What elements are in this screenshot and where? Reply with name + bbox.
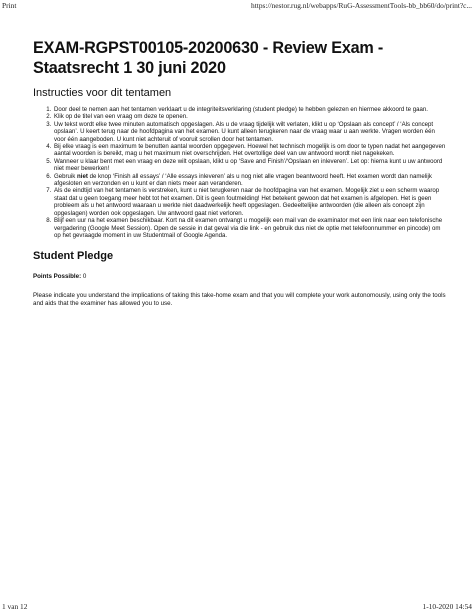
instruction-text: de knop ‘Finish all essays’ / ‘Alle essays inleveren’ als u nog niet alle vragen beantwoord heeft. Het examen wordt dan namelijk afgesloten en verzonden en u kunt er dan niets meer aan veranderen. (54, 172, 432, 188)
print-header-url: https://nestor.rug.nl/webapps/RuG-AssessmentTools-bb_bb60/do/print?c... (251, 1, 472, 10)
print-footer (0, 601, 474, 613)
instruction-item: 4. Bij elke vraag is een maximum te benutten aantal woorden opgegeven. Hoewel het technisch mogelijk is om door te typen nadat het aangegeven aantal woorden is bereikt, mag u het maximum niet overschrijden. Het overtollige deel van uw antwoord wordt niet nagekeken. (53, 143, 447, 158)
points-possible (33, 273, 447, 281)
instruction-text: Gebruik (54, 172, 78, 180)
instruction-emphasis: niet (77, 172, 88, 180)
points-label: Points Possible: (33, 273, 82, 281)
instruction-item: 3. Uw tekst wordt elke twee minuten automatisch opgeslagen. Als u de vraag tijdelijk wilt verlaten, klikt u op ‘Opslaan als concept’ / ‘Als concept opslaan’. U keert terug naar de hoofdpagina van het examen. U kunt alleen terugkeren naar de vraag waar u aan werkte. Vragen worden één voor één aangeboden. U kunt niet achteruit of vooruit scrollen door het tentamen. (53, 121, 447, 143)
exam-title: EXAM-RGPST00105-20200630 - Review Exam - Staatsrecht 1 30 juni 2020 (33, 39, 384, 77)
instruction-item: 7. Als de eindtijd van het tentamen is verstreken, kunt u niet terugkeren naar de hoofdpagina van het examen. Mogelijk ziet u een scherm waarop staat dat u geen toegang meer hebt tot het examen. Dit is geen foutmelding! Het betekent gewoon dat het examen is afgelopen. Het is geen probleem als u het antwoord waaraan u werkte niet daadwerkelijk heeft opgeslagen. Gedeeltelijke antwoorden (die alleen als concept zijn opgeslagen) worden ook opgeslagen. Uw antwoord gaat niet verloren. (53, 187, 447, 217)
instruction-item: 8. Blijf een uur na het examen beschikbaar. Kort na dit examen ontvangt u mogelijk een mail van de examinator met een link naar een telefonische vergadering (Google Meet Session). Open de sessie in dat geval via die link - en gebruik dus niet de optie met telefoonnummer en pincode) om op het gevraagde moment in uw Studentmail of Google Agenda. (53, 217, 447, 239)
instruction-item (53, 173, 447, 188)
student-pledge-title[interactable]: Student Pledge (33, 250, 114, 263)
instruction-item: 5. Wanneer u klaar bent met een vraag en deze wilt opslaan, klikt u op ‘Save and Finish’/‘Opslaan en inleveren’. Let op: hierna kunt u uw antwoord niet meer bewerken! (53, 158, 447, 173)
print-header-title: Print (2, 1, 17, 10)
instructions-heading: Instructies voor dit tentamen (33, 87, 172, 99)
page-content (33, 38, 447, 308)
points-value: 0 (82, 273, 87, 281)
print-header (0, 0, 474, 12)
pledge-text: Please indicate you understand the implications of taking this take-home exam and that you will complete your work autonomously, using only the tools and aids that the examiner has allowed you to use. (33, 292, 446, 308)
instruction-item: 1. Door deel te nemen aan het tentamen verklaart u de integriteitsverklaring (student pledge) te hebben gelezen en hiermee akkoord te gaan. (53, 106, 447, 113)
page-number: 1 van 12 (2, 602, 28, 611)
print-timestamp: 1-10-2020 14:54 (422, 602, 472, 611)
instructions-list (33, 106, 447, 239)
instruction-item: 2. Klik op de titel van een vraag om deze te openen. (53, 113, 447, 120)
